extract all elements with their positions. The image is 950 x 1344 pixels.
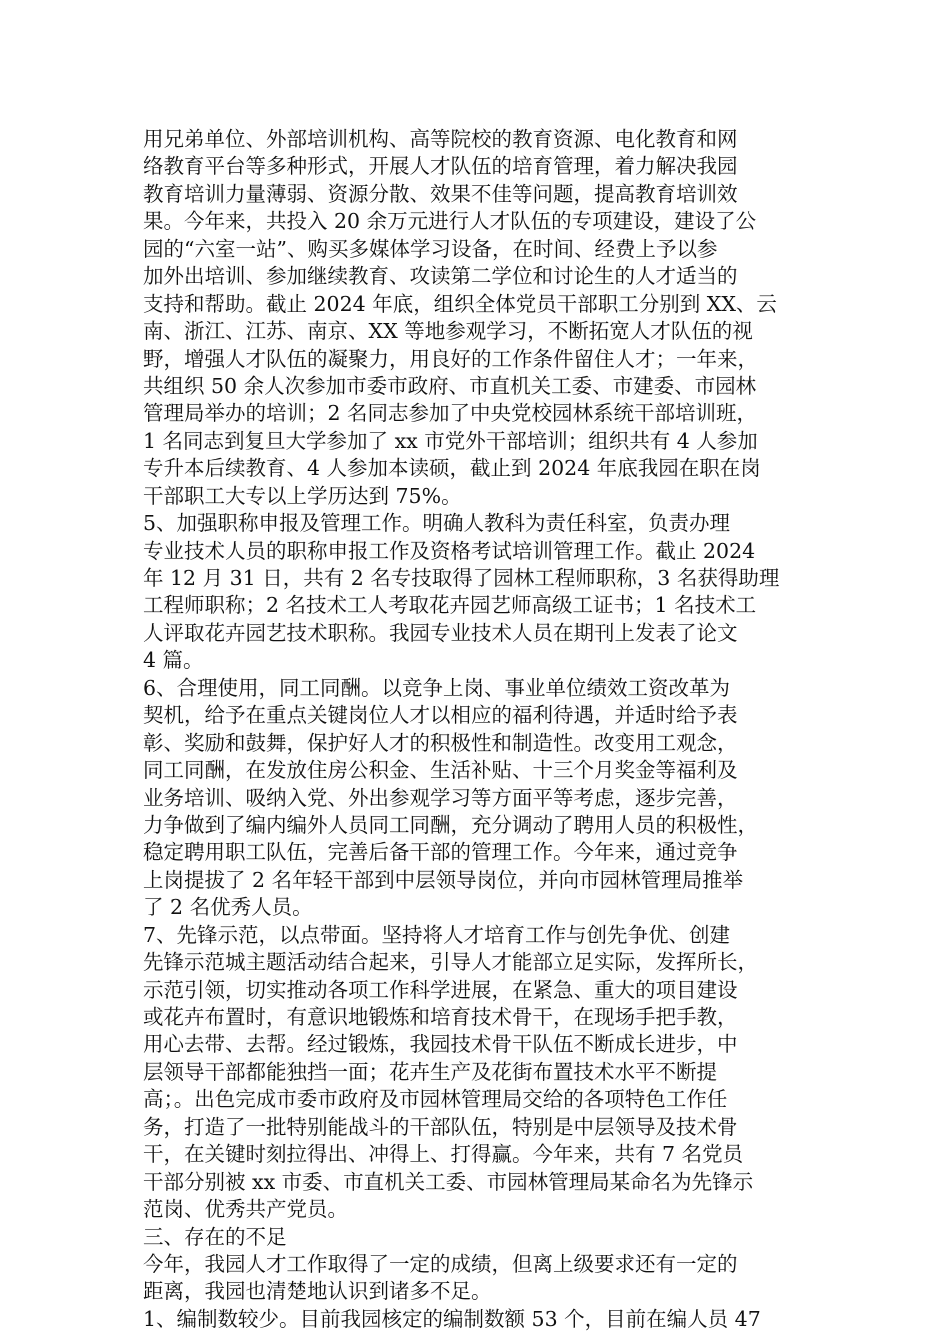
document-body	[143, 126, 813, 1333]
text-line: 彰、奖励和鼓舞，保护好人才的积极性和制造性。改变用工观念，	[143, 730, 738, 755]
text-line: 先锋示范城主题活动结合起来，引导人才能部立足实际，发挥所长，	[143, 950, 758, 975]
text-line: 了 2 名优秀人员。	[143, 895, 313, 920]
text-line: 5、加强职称申报及管理工作。明确人教科为责任科室，负责办理	[143, 511, 731, 536]
text-line: 距离，我园也清楚地认识到诸多不足。	[143, 1279, 492, 1304]
text-line: 用兄弟单位、外部培训机构、高等院校的教育资源、电化教育和网	[143, 127, 738, 151]
text-line: 教育培训力量薄弱、资源分散、效果不佳等问题，提高教育培训效	[143, 181, 738, 206]
text-line: 或花卉布置时，有意识地锻炼和培育技术骨干，在现场手把手教，	[143, 1005, 738, 1029]
text-line: 层领导干部都能独挡一面；花卉生产及花街布置技术水平不断提	[143, 1059, 717, 1084]
text-line: 范岗、优秀共产党员。	[143, 1197, 348, 1222]
text-line: 南、浙江、江苏、南京、XX 等地参观学习，不断拓宽人才队伍的视	[143, 319, 753, 344]
text-line: 果。今年来，共投入 20 余万元进行人才队伍的专项建设，建设了公	[143, 209, 757, 234]
text-line: 高；。出色完成市委市政府及市园林管理局交给的各项特色工作任	[143, 1087, 728, 1112]
text-line: 干部职工大专以上学历达到 75%。	[143, 483, 462, 508]
text-line: 力争做到了编内编外人员同工同酬，充分调动了聘用人员的积极性，	[143, 812, 758, 837]
text-line: 三、存在的不足	[143, 1224, 287, 1249]
text-line: 年 12 月 31 日，共有 2 名专技取得了园林工程师职称，3 名获得助理	[143, 566, 780, 590]
text-line: 务，打造了一批特别能战斗的干部队伍，特别是中层领导及技术骨	[143, 1114, 738, 1139]
text-line: 4 篇。	[143, 648, 204, 673]
text-line: 业务培训、吸纳入党、外出参观学习等方面平等考虑，逐步完善，	[143, 785, 738, 810]
text-line: 同工同酬，在发放住房公积金、生活补贴、十三个月奖金等福利及	[143, 758, 738, 783]
text-line: 1、编制数较少。目前我园核定的编制数额 53 个，目前在编人员 47	[143, 1306, 761, 1331]
text-line: 契机，给予在重点关键岗位人才以相应的福利待遇，并适时给予表	[143, 703, 738, 728]
text-line: 共组织 50 余人次参加市委市政府、市直机关工委、市建委、市园林	[143, 373, 757, 398]
text-line: 干，在关键时刻拉得出、冲得上、打得赢。今年来，共有 7 名党员	[143, 1142, 744, 1167]
text-line: 野，增强人才队伍的凝聚力，用良好的工作条件留住人才；一年来，	[143, 346, 758, 371]
text-line: 用心去带、去帮。经过锻炼，我园技术骨干队伍不断成长进步，中	[143, 1032, 738, 1057]
text-line: 7、先锋示范，以点带面。坚持将人才培育工作与创先争优、创建	[143, 922, 731, 947]
text-line: 专业技术人员的职称申报工作及资格考试培训管理工作。截止 2024	[143, 538, 756, 563]
text-line: 加外出培训、参加继续教育、攻读第二学位和讨论生的人才适当的	[143, 264, 738, 289]
text-line: 园的“六室一站”、购买多媒体学习设备，在时间、经费上予以参	[143, 236, 718, 261]
text-line: 稳定聘用职工队伍，完善后备干部的管理工作。今年来，通过竞争	[143, 840, 738, 865]
text-line: 示范引领，切实推动各项工作科学进展，在紧急、重大的项目建设	[143, 977, 738, 1002]
text-line: 上岗提拔了 2 名年轻干部到中层领导岗位，并向市园林管理局推举	[143, 867, 744, 892]
text-line: 专升本后续教育、4 人参加本读硕，截止到 2024 年底我园在职在岗	[143, 456, 761, 481]
text-line: 1 名同志到复旦大学参加了 xx 市党外干部培训；组织共有 4 人参加	[143, 428, 758, 453]
text-line: 人评取花卉园艺技术职称。我园专业技术人员在期刊上发表了论文	[143, 620, 738, 645]
text-line: 今年，我园人才工作取得了一定的成绩，但离上级要求还有一定的	[143, 1251, 738, 1276]
text-line: 管理局举办的培训；2 名同志参加了中央党校园林系统干部培训班，	[143, 401, 758, 426]
text-line: 6、合理使用，同工同酬。以竞争上岗、事业单位绩效工资改革为	[143, 675, 731, 700]
text-line: 干部分别被 xx 市委、市直机关工委、市园林管理局某命名为先锋示	[143, 1169, 754, 1194]
text-line: 络教育平台等多种形式，开展人才队伍的培育管理，着力解决我园	[143, 154, 738, 179]
text-line: 工程师职称；2 名技术工人考取花卉园艺师高级工证书；1 名技术工	[143, 593, 757, 618]
text-line: 支持和帮助。截止 2024 年底，组织全体党员干部职工分别到 XX、云	[143, 291, 777, 316]
